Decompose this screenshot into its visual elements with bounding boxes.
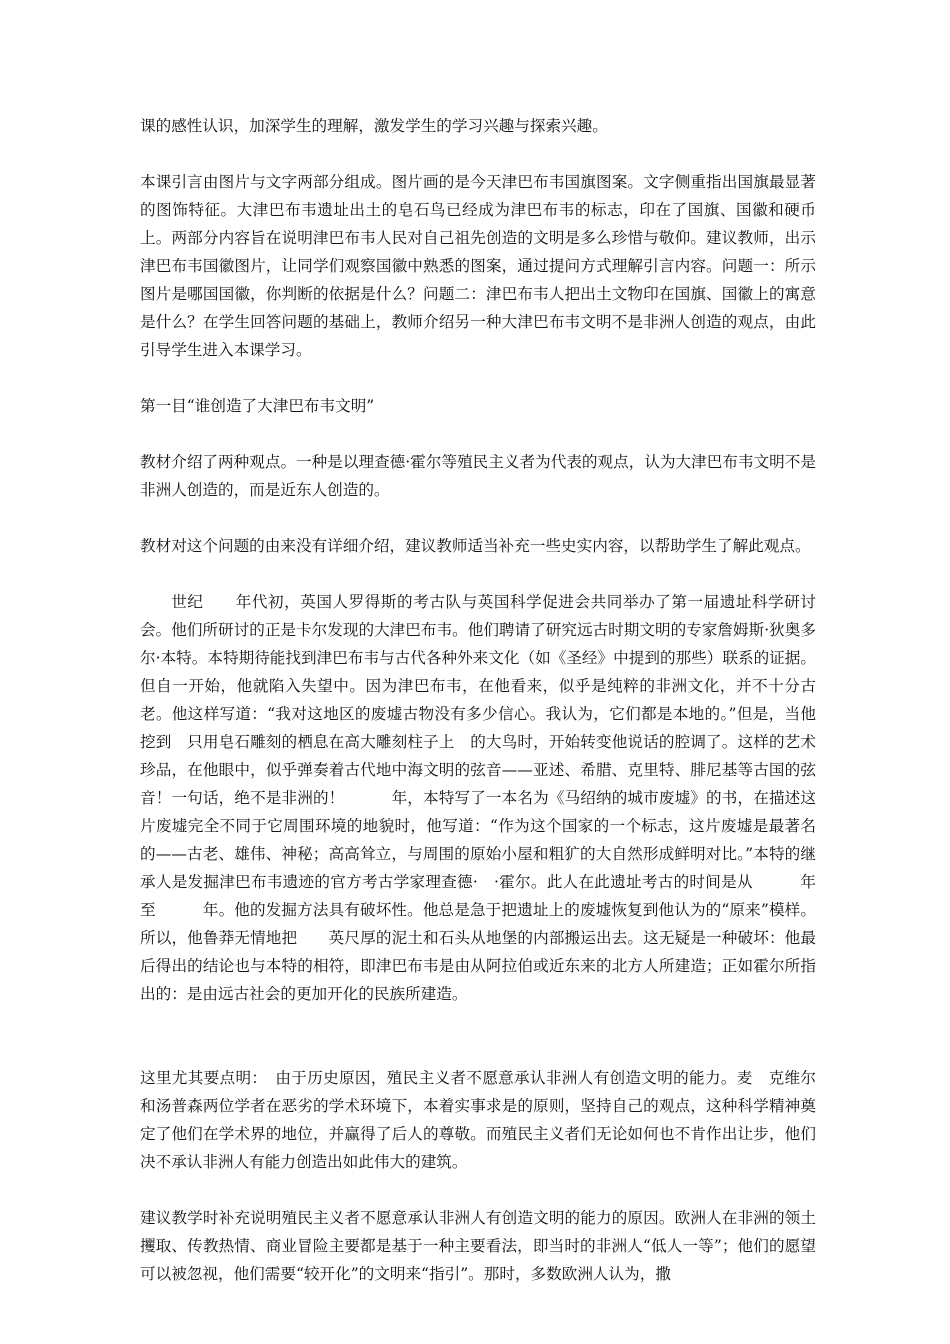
- paragraph-gap: [140, 560, 816, 588]
- paragraph-gap: [140, 364, 816, 392]
- paragraph-gap: [140, 420, 816, 448]
- paragraph-intro-fragment: 课的感性认识，加深学生的理解，激发学生的学习兴趣与探索兴趣。: [140, 117, 608, 135]
- paragraph-gap: [140, 140, 816, 168]
- paragraph-introduction-analysis: 本课引言由图片与文字两部分组成。图片画的是今天津巴布韦国旗图案。文字侧重指出国旗最显著的图饰特征。大津巴布韦遗址出土的皂石鸟已经成为津巴布韦的标志，印在了国旗、国徽和硬币上。两部分内容旨在说明津巴布韦人民对自己祖先创造的文明是多么珍惜与敬仰。建议教师，出示津巴布韦国徽图片，让同学们观察国徽中熟悉的图案，通过提问方式理解引言内容。问题一：所示图片是哪国国徽，你判断的依据是什么？问题二：津巴布韦人把出土文物印在国旗、国徽上的寓意是什么？在学生回答问题的基础上，教师介绍另一种大津巴布韦文明不是非洲人创造的观点，由此引导学生进入本课学习。: [140, 173, 816, 359]
- paragraph-historical-background: 世纪 年代初，英国人罗得斯的考古队与英国科学促进会共同举办了第一届遗址科学研讨会。他们所研讨的正是卡尔发现的大津巴布韦。他们聘请了研究远古时期文明的专家詹姆斯·狄奥多尔·本特。本特期待能找到津巴布韦与古代各种外来文化（如《圣经》中提到的那些）联系的证据。但自一开始，他就陷入失望中。因为津巴布韦，在他看来，似乎是纯粹的非洲文化，并不十分古老。他这样写道：“我对这地区的废墟古物没有多少信心。我认为，它们都是本地的。”但是，当他挖到 只用皂石雕刻的栖息在高大雕刻柱子上 的大鸟时，开始转变他说话的腔调了。这样的艺术珍品，在他眼中，似乎弹奏着古代地中海文明的弦音——亚述、希腊、克里特、腓尼基等古国的弦音！一句话，绝不是非洲的！ 年，本特写了一本名为《马绍纳的城市废墟》的书，在描述这片废墟完全不同于它周围环境的地貌时，他写道：“作为这个国家的一个标志，这片废墟是最著名的——古老、雄伟、神秘；高高耸立，与周围的原始小屋和粗犷的大自然形成鲜明对比。”本特的继承人是发掘津巴布韦遗迹的官方考古学家理查德· ·霍尔。此人在此遗址考古的时间是从 年至 年。他的发掘方法具有破坏性。他总是急于把遗址上的废墟恢复到他认为的“原来”模样。所以，他鲁莽无情地把 英尺厚的泥土和石头从地堡的内部搬运出去。这无疑是一种破坏：他最后得出的结论也与本特的相符，即津巴布韦是由从阿拉伯或近东来的北方人所建造；正如霍尔所指出的：是由远古社会的更加开化的民族所建造。: [140, 593, 816, 1003]
- paragraph-gap: [140, 1176, 816, 1204]
- document-page: [140, 112, 816, 1288]
- paragraph-two-viewpoints: 教材介绍了两种观点。一种是以理查德·霍尔等殖民主义者为代表的观点，认为大津巴布韦文明不是非洲人创造的，而是近东人创造的。: [140, 453, 816, 499]
- section-heading: 第一目“谁创造了大津巴布韦文明”: [140, 397, 375, 415]
- paragraph-gap: [140, 504, 816, 532]
- paragraph-teaching-suggestion: 教材对这个问题的由来没有详细介绍，建议教师适当补充一些史实内容，以帮助学生了解此观点。: [140, 537, 811, 555]
- paragraph-gap: [140, 1008, 816, 1064]
- paragraph-colonial-reasons: 建议教学时补充说明殖民主义者不愿意承认非洲人有创造文明的能力的原因。欧洲人在非洲的领土攫取、传教热情、商业冒险主要都是基于一种主要看法，即当时的非洲人“低人一等”；他们的愿望可以被忽视，他们需要“较开化”的文明来“指引”。那时，多数欧洲人认为，撒: [140, 1209, 816, 1283]
- paragraph-key-point: 这里尤其要点明： 由于历史原因，殖民主义者不愿意承认非洲人有创造文明的能力。麦 克维尔和汤普森两位学者在恶劣的学术环境下，本着实事求是的原则，坚持自己的观点，这种科学精神奠定了他们在学术界的地位，并赢得了后人的尊敬。而殖民主义者们无论如何也不肯作出让步，他们决不承认非洲人有能力创造出如此伟大的建筑。: [140, 1069, 816, 1171]
